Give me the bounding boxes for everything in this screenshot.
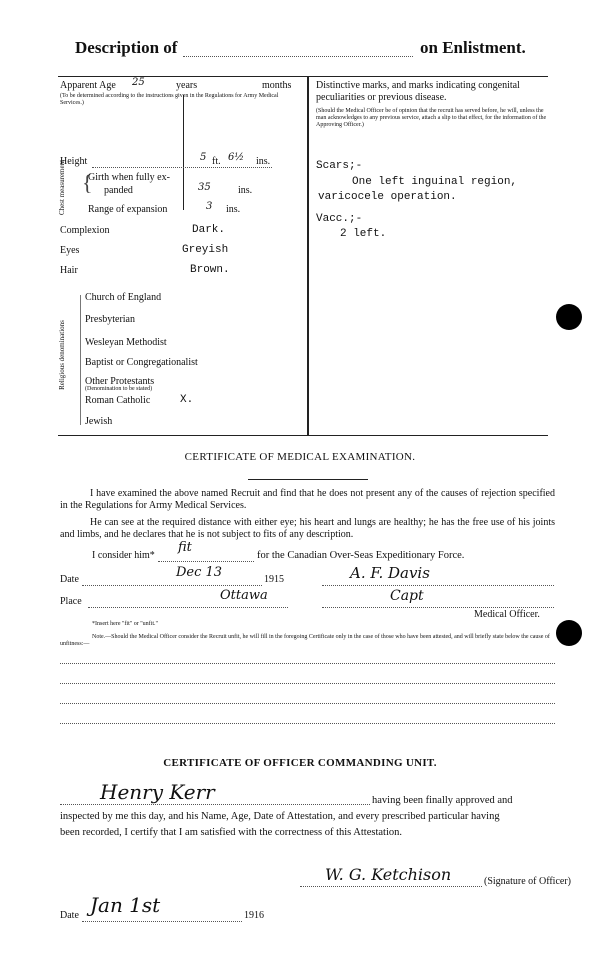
officer-year-value: 1916 [244,910,264,921]
officer-cert-title: CERTIFICATE OF OFFICER COMMANDING UNIT. [163,757,437,769]
religion-note: (Denomination to be stated) [85,386,153,392]
ft-label: ft. [212,156,221,167]
ins-label: ins. [256,156,271,167]
attestation-page: Description of on Enlistment. Apparent Age 25 years months (To be determined according to the instructions given in the Regulations for Army Medical Services.) Height 5 ft. 6½ ins. Chest measurement { Girth when fully ex- panded 35 ins. Range of expansion 3 ins. Complexion Dark. Eyes Greyish Hair Brown. Religious denominations Church of England Presbyterian Wesleyan Methodist Baptist or Congregationalist Other Protestants (Denomination to be stated) Roman Catholic X. Jewish Distinctive marks, and marks indicating congenital peculiarities or previous disease. (Should the Medical Officer be of opinion that the recruit has served before, he will, unless the man acknowledges to any previous service, attach a slip to that effect, for the information of the Approving Officer.) Scars;- One left inguinal region, varicocele operation. Vacc.;- 2 left. CERTIFICATE OF MEDICAL EXAMINATION. I have examined the above named Recruit and find that he does not present any of the causes of rejection specified in the Regulations for Army Medical Services. He can see at the required distance with either eye; his heart and lungs are healthy; he has the free use of his joints and limbs, and he declares that he is not subject to fits of any description. I consider him* fit for the Canadian Over-Seas Expeditionary Force. Date Dec 13 1915 A. F. Davis Place Ottawa Capt Medical Officer. *Insert here "fit" or "unfit." Note.—Should the Medical Officer consider the Recruit unfit, he will fill in the foregoing Certificate only in the case of those who have been attested, and will briefly state below the cause of unfitness:— CERTIFICATE OF OFFICER COMMANDING UNIT. Henry Kerr having been finally approved and inspected by me this day, and his Name, Age, Date of Attestation, and every prescribed particular having been recorded, I certify that I am satisfied with the correctness of this Attestation. W. G. Ketchison (Signature of Officer) Date Jan 1st 1916 [0,0,600,968]
consider-label: I consider him* [92,550,155,561]
medical-officer-label: Medical Officer. [474,609,540,620]
title-right: on Enlistment. [420,38,526,57]
eyes-value: Greyish [182,244,229,256]
medical-para-1: I have examined the above named Recruit and find that he does not present any of the causes of rejection specified in the Regulations for Army Medical Services. [60,488,555,511]
scars-text-2: varicocele operation. [318,191,457,203]
punch-hole [556,620,582,646]
eyes-label: Eyes [60,245,80,256]
girth-value: 35 [198,182,211,193]
recruit-name: Henry Kerr [100,780,215,804]
insert-note: *Insert here "fit" or "unfit." [92,621,158,627]
officer-para-2: inspected by me this day, and his Name, Age, Date of Attestation, and every prescribed particular having [60,811,500,822]
girth-label: Girth when fully ex- [88,172,170,183]
hair-value: Brown. [190,264,230,276]
height-in: 6½ [228,152,245,163]
religion-label: Religious denominations [58,320,66,390]
medical-cert-title: CERTIFICATE OF MEDICAL EXAMINATION. [184,451,416,463]
religion-item: Church of England [85,292,162,303]
commanding-officer-signature: W. G. Ketchison [325,865,452,884]
date-value: Dec 13 [176,565,223,580]
months-label: months [262,80,292,91]
height-label: Height [60,156,88,167]
religion-item: Roman Catholic [85,395,151,406]
punch-hole [556,304,582,330]
girth-label-2: panded [104,185,133,196]
medical-officer-signature: A. F. Davis [350,564,430,582]
age-value: 25 [132,77,145,88]
officer-para-1: having been finally approved and [372,795,513,806]
religion-item: Wesleyan Methodist [85,337,167,348]
title-left: Description of [75,38,178,57]
medical-para-2: He can see at the required distance with either eye; his heart and lungs are healthy; he has the free use of his joints and limbs, and he declares that he is not subject to fits of any description. [60,517,555,540]
girth-unit: ins. [238,185,253,196]
religion-item: Baptist or Congregationalist [85,357,198,368]
date-label: Date [60,574,79,585]
height-ft: 5 [200,152,207,163]
years-label: years [176,80,198,91]
place-value: Ottawa [220,588,268,603]
age-note: (To be determined according to the instructions given in the Regulations for Army Medical Services.) [60,93,279,106]
rc-mark: X. [180,394,194,406]
religion-item: Jewish [85,416,113,427]
scars-label: Scars;- [316,160,363,172]
marks-heading: Distinctive marks, and marks indicating congenital peculiarities or previous disease. [316,80,520,103]
consider-suffix: for the Canadian Over-Seas Expeditionary Force. [257,550,465,561]
officer-para-3: been recorded, I certify that I am satisfied with the correctness of this Attestation. [60,827,403,838]
officer-date-value: Jan 1st [90,893,161,917]
vacc-label: Vacc.;- [316,213,363,225]
year-value: 1915 [264,574,284,585]
religion-item: Presbyterian [85,314,135,325]
vacc-text: 2 left. [340,228,387,240]
range-unit: ins. [226,204,241,215]
range-label: Range of expansion [88,204,168,215]
place-label: Place [60,596,82,607]
signature-label: (Signature of Officer) [484,876,572,887]
consider-value: fit [178,540,192,555]
marks-note: (Should the Medical Officer be of opinion that the recruit has served before, he will, unless the man acknowledges to any previous service, attach a slip to that effect, for the information of the Approving Officer.) [316,108,547,128]
unfit-note: Note.—Should the Medical Officer consider the Recruit unfit, he will fill in the foregoing Certificate only in the case of those who have been attested, and will briefly state below the cause of unfitness:— [60,634,550,647]
hair-label: Hair [60,265,78,276]
scars-text: One left inguinal region, [352,176,518,188]
range-value: 3 [206,201,213,212]
complexion-value: Dark. [192,224,226,236]
apparent-age-label: Apparent Age [60,80,116,91]
chest-label: Chest measurement [58,159,66,215]
complexion-label: Complexion [60,225,110,236]
officer-date-label: Date [60,910,79,921]
religion-item: Other Protestants [85,376,155,387]
officer-rank: Capt [390,588,424,604]
